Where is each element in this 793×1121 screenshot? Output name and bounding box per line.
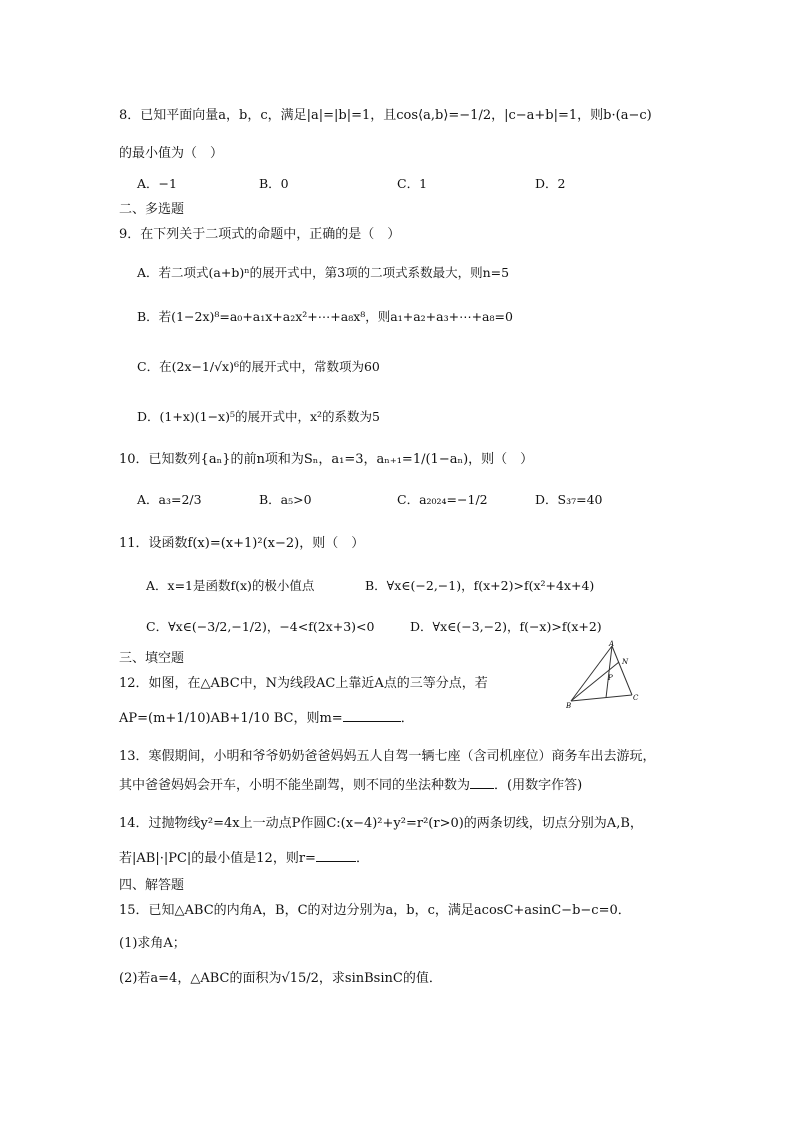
q9-option-a: A．若二项式(a+b)ⁿ的展开式中，第3项的二项式系数最大，则n=5 — [137, 265, 510, 280]
q11-option-c: C．∀x∈(−3/2,−1/2)，−4<f(2x+3)<0 — [146, 619, 375, 634]
section-answer-heading: 四、解答题 — [119, 878, 185, 893]
label-a: A — [609, 640, 615, 648]
q15-part2: (2)若a=4，△ABC的面积为√15/2，求sinBsinC的值． — [119, 971, 442, 986]
q10-stem: 10．已知数列{aₙ}的前n项和为Sₙ，a₁=3，aₙ₊₁=1/(1−aₙ)，则（ ） — [119, 452, 534, 467]
triangle-figure — [566, 640, 666, 710]
q11-stem: 11．设函数f(x)=(x+1)²(x−2)，则（ ） — [119, 536, 365, 551]
q14-line1: 14．过抛物线y²=4x上一动点P作圆C:(x−4)²+y²=r²(r>0)的两条切线，切点分别为A,B， — [119, 816, 643, 831]
q14-answer-blank[interactable] — [316, 861, 356, 862]
q15-stem: 15．已知△ABC的内角A，B，C的对边分别为a，b，c，满足acosC+asinC−b−c=0． — [119, 903, 631, 918]
q8-line2: 的最小值为（ ） — [119, 146, 224, 161]
q9-option-c: C．在(2x−1/√x)⁶的展开式中，常数项为60 — [137, 359, 380, 374]
side-bc — [571, 695, 632, 701]
q10-option-a: A．a₃=2/3 — [137, 492, 202, 507]
q14-line2 — [119, 850, 369, 868]
q13-text: 其中爸爸妈妈会开车，小明不能坐副驾，则不同的坐法种数为 — [119, 778, 471, 793]
q11-option-a: A．x=1是函数f(x)的极小值点 — [146, 578, 315, 593]
q8-line1: 8．已知平面向量a，b，c，满足|a|=|b|=1，且cos⟨a,b⟩=−1/2，|c−a+b|=1，则b·(a−c) — [119, 108, 652, 123]
q12-answer-blank[interactable] — [343, 721, 401, 722]
q15-part1: (1)求角A； — [119, 936, 186, 951]
q10-option-b: B．a₅>0 — [259, 492, 312, 507]
q8-option-d: D．2 — [535, 176, 566, 191]
q14-text: 若|AB|·|PC|的最小值是12，则r= — [119, 851, 316, 866]
label-c: C — [633, 694, 639, 702]
q9-option-b: B．若(1−2x)⁸=a₀+a₁x+a₂x²+⋯+a₈x⁸，则a₁+a₂+a₃+⋯+a₈=0 — [137, 309, 513, 324]
side-ac — [612, 646, 632, 695]
q14-tail: ． — [355, 851, 369, 866]
q11-option-d: D．∀x∈(−3,−2)，f(−x)>f(x+2) — [410, 619, 602, 634]
q8-option-c: C．1 — [397, 176, 428, 191]
q12-tail: ． — [400, 711, 414, 726]
q8-option-a: A．−1 — [137, 176, 177, 191]
label-p: P — [608, 674, 613, 682]
q10-option-d: D．S₃₇=40 — [535, 492, 603, 507]
q8-option-b: B．0 — [259, 176, 289, 191]
q12-line2 — [119, 710, 414, 728]
q10-option-c: C．a₂₀₂₄=−1/2 — [397, 492, 488, 507]
section-multiple-choice-heading: 二、多选题 — [119, 202, 185, 217]
label-n: N — [622, 658, 629, 666]
section-fill-in-heading: 三、填空题 — [119, 651, 185, 666]
q13-line1: 13．寒假期间，小明和爷爷奶奶爸爸妈妈五人自驾一辆七座（含司机座位）商务车出去游玩， — [119, 749, 656, 764]
q12-expression: AP=(m+1/10)AB+1/10 BC，则m= — [119, 711, 343, 726]
label-b: B — [566, 702, 572, 710]
q11-option-b: B．∀x∈(−2,−1)，f(x+2)>f(x²+4x+4) — [365, 578, 595, 593]
q9-stem: 9．在下列关于二项式的命题中，正确的是（ ） — [119, 227, 401, 242]
side-ab — [571, 646, 612, 701]
q9-option-d: D．(1+x)(1−x)⁵的展开式中，x²的系数为5 — [137, 409, 381, 424]
q13-tail: ．(用数字作答) — [494, 778, 583, 793]
q12-line1: 12．如图，在△ABC中，N为线段AC上靠近A点的三等分点，若 — [119, 676, 488, 691]
q13-line2 — [119, 777, 582, 795]
q13-answer-blank[interactable] — [470, 788, 494, 789]
